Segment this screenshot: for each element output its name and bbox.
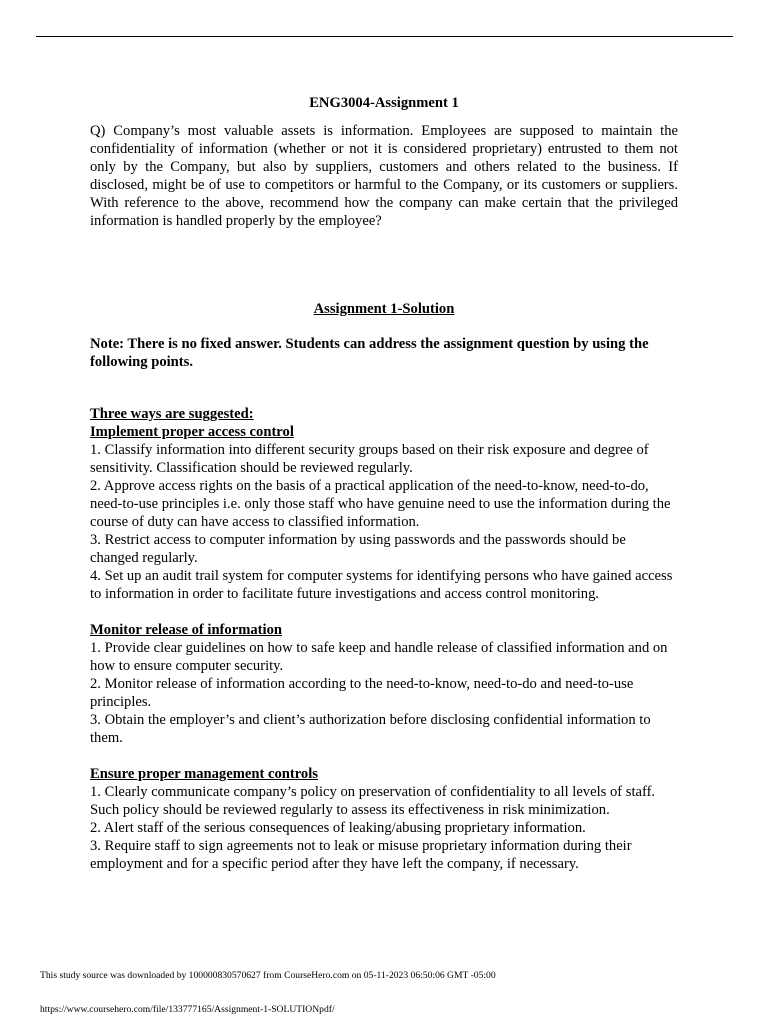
list-item: 1. Classify information into different security groups based on their risk exposure and degree of sensitivity. Classification should be reviewed regularly. (90, 442, 649, 476)
section-access-control (90, 423, 678, 603)
list-item: 2. Monitor release of information according to the need-to-know, need-to-do and need-to-use principles. (90, 676, 634, 710)
section-heading: Ensure proper management controls (90, 766, 318, 782)
list-item: 2. Approve access rights on the basis of a practical application of the need-to-know, need-to-do, need-to-use principles i.e. only those staff who have genuine need to use the information during the course of duty can have access to classified information. (90, 478, 671, 530)
list-item: 3. Require staff to sign agreements not to leak or misuse proprietary information during their employment and for a specific period after they have left the company, if necessary. (90, 838, 632, 872)
list-item: 2. Alert staff of the serious consequences of leaking/abusing proprietary information. (90, 820, 586, 836)
document-body (90, 94, 678, 873)
list-item: 3. Obtain the employer’s and client’s authorization before disclosing confidential information to them. (90, 712, 651, 746)
section-management-controls (90, 765, 678, 873)
section-heading: Monitor release of information (90, 622, 282, 638)
list-item: 4. Set up an audit trail system for computer systems for identifying persons who have gained access to information in order to facilitate future investigations and access control monitoring. (90, 568, 673, 602)
list-item: 1. Provide clear guidelines on how to safe keep and handle release of classified information and on how to ensure computer security. (90, 640, 668, 674)
section-heading: Implement proper access control (90, 424, 294, 440)
section-monitor-release (90, 621, 678, 747)
source-url[interactable]: https://www.coursehero.com/file/133777165/Assignment-1-SOLUTIONpdf/ (40, 1004, 335, 1015)
download-source-note: This study source was downloaded by 100000830570627 from CourseHero.com on 05-11-2023 06:50:06 GMT -05:00 (40, 970, 496, 981)
question-text: Q) Company’s most valuable assets is information. Employees are supposed to maintain the confidentiality of information (whether or not it is considered proprietary) entrusted to them not only by the Company, but also by suppliers, customers and others related to the business. If disclosed, might be of use to competitors or harmful to the Company, or its customers or suppliers. With reference to the above, recommend how the company can make certain that the privileged information is handled properly by the employee? (90, 123, 678, 229)
intro-heading: Three ways are suggested: (90, 406, 254, 422)
solution-heading: Assignment 1-Solution (313, 301, 455, 317)
top-rule (36, 36, 733, 37)
list-item: 3. Restrict access to computer information by using passwords and the passwords should be changed regularly. (90, 532, 626, 566)
note-text: Note: There is no fixed answer. Students can address the assignment question by using the following points. (90, 336, 649, 370)
document-title: ENG3004-Assignment 1 (309, 95, 459, 111)
list-item: 1. Clearly communicate company’s policy on preservation of confidentiality to all levels of staff. Such policy should be reviewed regularly to assess its effectiveness in risk minimization. (90, 784, 656, 818)
